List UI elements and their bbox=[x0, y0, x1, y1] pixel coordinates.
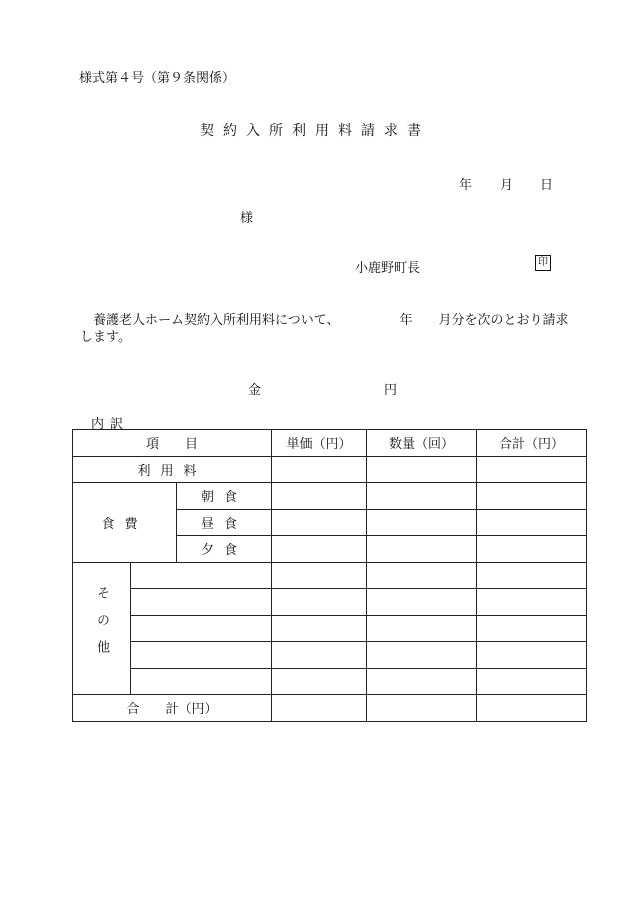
table-row bbox=[73, 483, 587, 510]
table-header-row bbox=[73, 430, 587, 457]
statement-year-label: 年 bbox=[399, 313, 413, 328]
header-item: 項 目 bbox=[73, 430, 272, 457]
cell-blank bbox=[367, 642, 477, 669]
cell-blank bbox=[131, 562, 272, 589]
cell-blank bbox=[477, 615, 587, 642]
form-number: 様式第４号（第９条関係） bbox=[79, 71, 236, 86]
row-label-lunch: 昼食 bbox=[177, 509, 272, 536]
header-quantity: 数量（回） bbox=[367, 430, 477, 457]
cell-blank bbox=[477, 509, 587, 536]
cell-blank bbox=[367, 509, 477, 536]
issuer-name: 小鹿野町長 bbox=[355, 261, 421, 276]
date-day-label: 日 bbox=[540, 178, 554, 193]
statement-text-2: 月分を次のとおり請求します。 bbox=[80, 313, 569, 345]
row-label-breakfast: 朝食 bbox=[177, 483, 272, 510]
cell-blank bbox=[272, 615, 367, 642]
group-label-meals: 食費 bbox=[73, 483, 177, 563]
row-label-dinner: 夕食 bbox=[177, 536, 272, 563]
cell-blank bbox=[131, 615, 272, 642]
date-month-label: 月 bbox=[500, 178, 514, 193]
table-row bbox=[73, 562, 587, 589]
cell-blank bbox=[367, 668, 477, 695]
table-row bbox=[73, 456, 587, 483]
cell-blank bbox=[477, 668, 587, 695]
cell-blank bbox=[367, 483, 477, 510]
cell-blank bbox=[272, 483, 367, 510]
cell-blank bbox=[367, 615, 477, 642]
date-year-label: 年 bbox=[459, 178, 473, 193]
cell-blank bbox=[367, 562, 477, 589]
cell-blank bbox=[367, 695, 477, 722]
cell-blank bbox=[477, 589, 587, 616]
seal-mark: 印 bbox=[535, 255, 551, 271]
cell-blank bbox=[477, 456, 587, 483]
cell-blank bbox=[131, 668, 272, 695]
group-label-other bbox=[73, 562, 131, 695]
cell-blank bbox=[272, 589, 367, 616]
cell-blank bbox=[477, 562, 587, 589]
cell-blank bbox=[367, 536, 477, 563]
row-label-usage-fee: 利用料 bbox=[73, 456, 272, 483]
table-row bbox=[73, 668, 587, 695]
breakdown-label: 内訳 bbox=[91, 417, 130, 432]
group-label-other-text: その他 bbox=[94, 585, 109, 667]
document-title: 契約入所利用料請求書 bbox=[200, 123, 430, 139]
cell-blank bbox=[272, 509, 367, 536]
cell-blank bbox=[131, 642, 272, 669]
cell-blank bbox=[272, 536, 367, 563]
table-row bbox=[73, 642, 587, 669]
cell-blank bbox=[367, 456, 477, 483]
amount-label: 金 bbox=[248, 383, 262, 398]
cell-blank bbox=[272, 642, 367, 669]
addressee-honorific: 様 bbox=[240, 211, 254, 226]
statement-text-1: 養護老人ホーム契約入所利用料について、 bbox=[93, 313, 340, 328]
cell-blank bbox=[272, 456, 367, 483]
row-label-total: 合 計（円） bbox=[73, 695, 272, 722]
cell-blank bbox=[131, 589, 272, 616]
cell-blank bbox=[477, 483, 587, 510]
amount-unit: 円 bbox=[384, 383, 398, 398]
cell-blank bbox=[477, 695, 587, 722]
cell-blank bbox=[477, 642, 587, 669]
header-unit-price: 単価（円） bbox=[272, 430, 367, 457]
cell-blank bbox=[272, 668, 367, 695]
cell-blank bbox=[367, 589, 477, 616]
cell-blank bbox=[477, 536, 587, 563]
cell-blank bbox=[272, 562, 367, 589]
table-row bbox=[73, 589, 587, 616]
request-statement bbox=[80, 312, 572, 346]
table-row bbox=[73, 615, 587, 642]
cell-blank bbox=[272, 695, 367, 722]
header-subtotal: 合計（円） bbox=[477, 430, 587, 457]
fee-breakdown-table bbox=[72, 429, 587, 722]
table-total-row bbox=[73, 695, 587, 722]
